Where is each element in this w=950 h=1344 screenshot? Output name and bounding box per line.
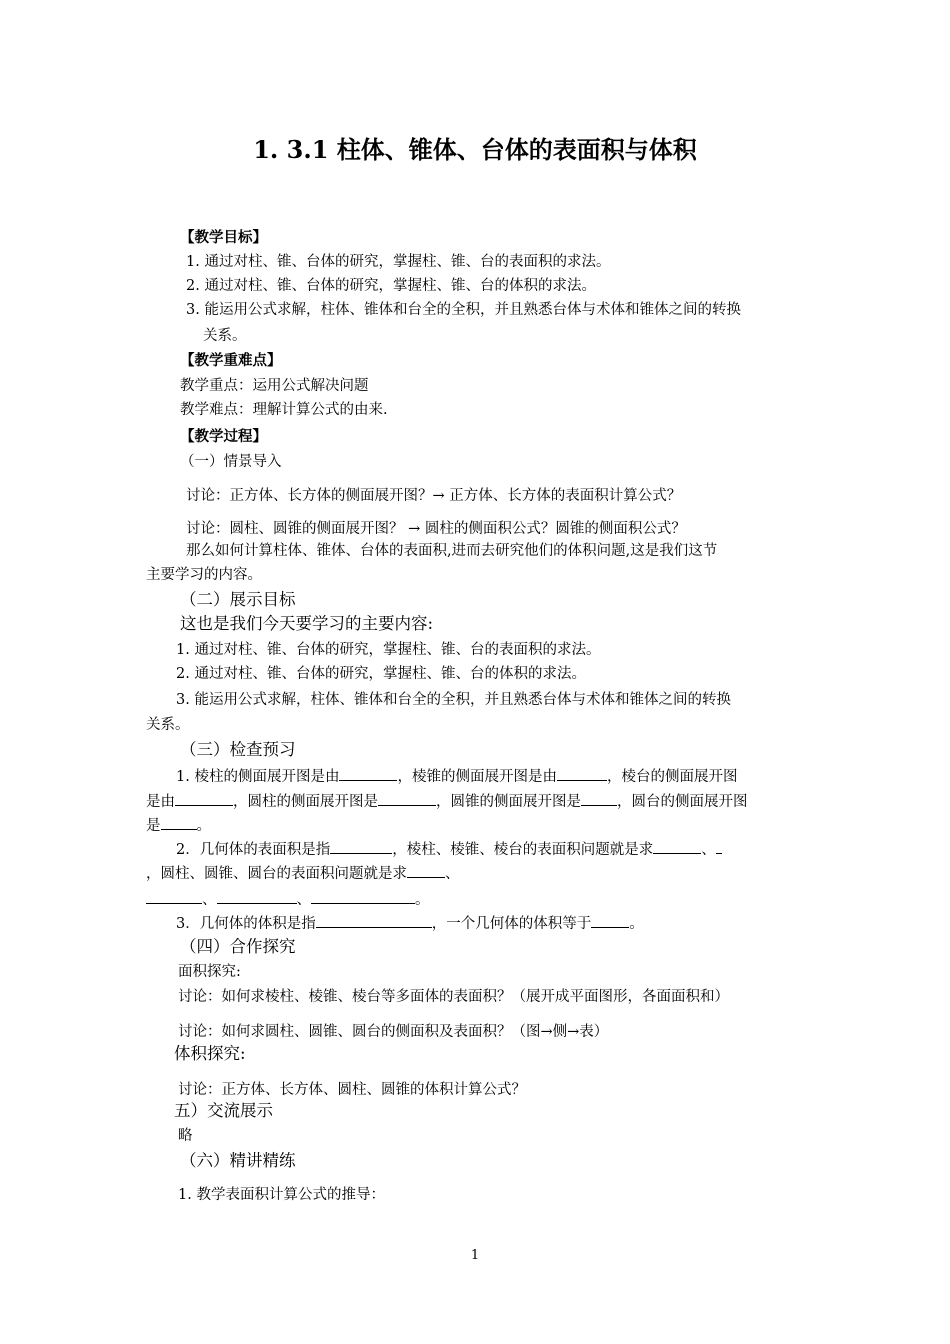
answer-blank[interactable] (330, 838, 392, 854)
question-text: ，棱柱、棱锥、棱台的表面积问题就是求 (392, 842, 654, 858)
page-number: 1 (470, 1248, 480, 1263)
section-content: 略 (178, 1128, 193, 1144)
section-heading: （三）检查预习 (180, 740, 296, 759)
answer-blank[interactable] (339, 765, 397, 781)
question-text: ，圆锥的侧面展开图是 (436, 794, 581, 810)
answer-blank[interactable] (161, 814, 197, 830)
subsection-heading: 面积探究: (178, 964, 241, 980)
question-text: 是由 (146, 794, 175, 810)
key-point: 教学重点：运用公式解决问题 (180, 378, 369, 394)
page-title: 1. 3.1 柱体、锥体、台体的表面积与体积 (253, 135, 697, 164)
question-text: 是 (146, 818, 161, 834)
answer-blank[interactable] (716, 838, 722, 854)
question-text: ，一个几何体的体积等于 (431, 916, 592, 932)
question-text: ，圆柱、圆锥、圆台的表面积问题就是求 (146, 866, 407, 882)
question-text: 、 (296, 892, 311, 908)
question-text: 。 (196, 818, 211, 834)
question-1-line-2 (146, 790, 748, 812)
section-heading: 五）交流展示 (174, 1101, 273, 1120)
goal-item: 3. 能运用公式求解，柱体、锥体和台全的全积，并且熟悉台体与术体和锥体之间的转换 (186, 302, 741, 318)
paragraph-text: 那么如何计算柱体、锥体、台体的表面积,进而去研究他们的体积问题,这是我们这节 (186, 543, 718, 559)
goal-item: 3. 能运用公式求解，柱体、锥体和台全的全积，并且熟悉台体与术体和锥体之间的转换 (176, 692, 731, 708)
goal-item: 2. 通过对柱、锥、台体的研究，掌握柱、锥、台的体积的求法。 (186, 278, 596, 294)
answer-blank[interactable] (146, 888, 202, 904)
discussion-text: 讨论：圆柱、圆锥的侧面展开图？ → 圆柱的侧面积公式？圆锥的侧面积公式？ (186, 521, 686, 537)
key-heading: 【教学重难点】 (180, 352, 282, 369)
goal-item: 1. 通过对柱、锥、台体的研究，掌握柱、锥、台的表面积的求法。 (186, 254, 611, 270)
question-text: ，棱锥的侧面展开图是由 (397, 769, 557, 785)
question-text: 、 (202, 892, 217, 908)
intro-text: 这也是我们今天要学习的主要内容: (180, 614, 434, 633)
question-text: ，圆台的侧面展开图 (617, 794, 748, 810)
answer-blank[interactable] (653, 838, 701, 854)
goal-item-continued: 关系。 (203, 328, 247, 344)
goal-item: 2. 通过对柱、锥、台体的研究，掌握柱、锥、台的体积的求法。 (176, 666, 586, 682)
list-item: 1. 教学表面积计算公式的推导： (178, 1187, 385, 1203)
answer-blank[interactable] (591, 912, 629, 928)
question-2-line-3 (146, 888, 430, 910)
section-heading: （四）合作探究 (180, 937, 296, 956)
goal-item: 1. 通过对柱、锥、台体的研究，掌握柱、锥、台的表面积的求法。 (176, 642, 601, 658)
discussion-text: 讨论：如何求圆柱、圆锥、圆台的侧面积及表面积？（图→侧→表） (178, 1024, 609, 1040)
discussion-text: 讨论：正方体、长方体的侧面展开图？→ 正方体、长方体的表面积计算公式？ (186, 488, 682, 504)
question-text: ，圆柱的侧面展开图是 (233, 794, 378, 810)
answer-blank[interactable] (311, 888, 415, 904)
answer-blank[interactable] (407, 862, 445, 878)
question-text: 、 (701, 842, 716, 858)
question-2-line-2 (146, 862, 460, 884)
subsection-heading: 体积探究: (174, 1044, 246, 1063)
question-text: 2．几何体的表面积是指 (176, 842, 331, 858)
goal-item-continued: 关系。 (146, 717, 190, 733)
section-heading: （六）精讲精练 (180, 1151, 296, 1170)
question-text: 。 (415, 892, 430, 908)
answer-blank[interactable] (557, 765, 607, 781)
answer-blank[interactable] (316, 912, 432, 928)
difficult-point: 教学难点：理解计算公式的由来. (180, 402, 388, 418)
discussion-text: 讨论：正方体、长方体、圆柱、圆锥的体积计算公式？ (178, 1082, 526, 1098)
process-heading: 【教学过程】 (180, 428, 267, 445)
question-text: 。 (629, 916, 644, 932)
question-text: 1. 棱柱的侧面展开图是由 (176, 769, 340, 785)
question-1 (176, 765, 737, 787)
section-heading: （二）展示目标 (180, 590, 296, 609)
question-3 (176, 912, 644, 934)
goals-heading: 【教学目标】 (180, 229, 267, 246)
answer-blank[interactable] (378, 790, 436, 806)
question-text: 、 (445, 866, 460, 882)
question-2 (176, 838, 722, 860)
paragraph-text: 主要学习的内容。 (146, 567, 262, 583)
answer-blank[interactable] (175, 790, 233, 806)
discussion-text: 讨论：如何求棱柱、棱锥、棱台等多面体的表面积？（展开成平面图形，各面面积和） (178, 989, 729, 1005)
question-text: 3．几何体的体积是指 (176, 916, 316, 932)
question-text: ，棱台的侧面展开图 (606, 769, 738, 785)
answer-blank[interactable] (217, 888, 297, 904)
question-1-line-3 (146, 814, 211, 836)
section-heading: （一）情景导入 (180, 454, 282, 470)
answer-blank[interactable] (581, 790, 617, 806)
